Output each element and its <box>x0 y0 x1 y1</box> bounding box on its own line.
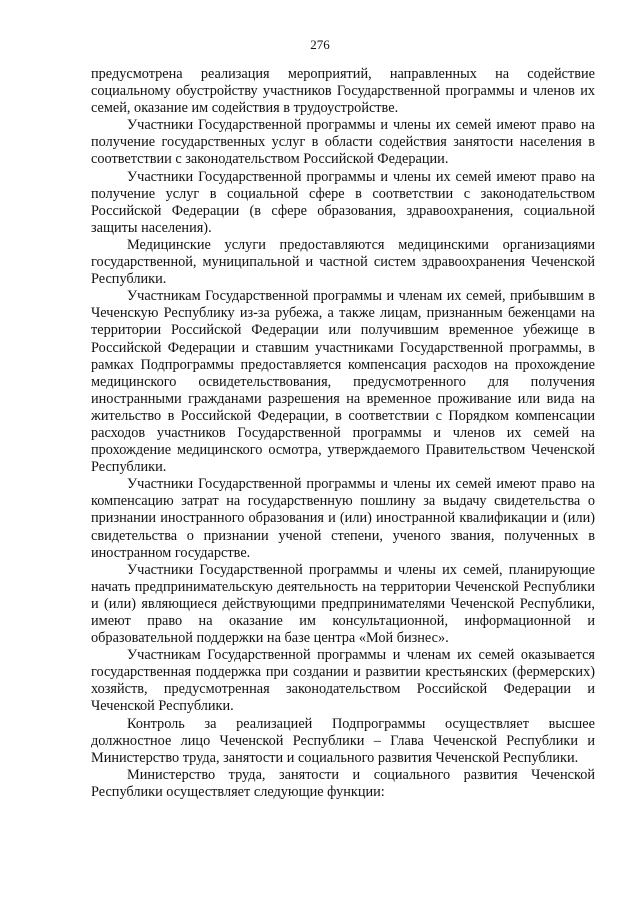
paragraph-medical-services: Медицинские услуги предоставляются медицинскими организациями государственной, муниципальной и частной систем здравоохранения Чеченской Республики. <box>91 236 595 288</box>
paragraph-farm-support: Участникам Государственной программы и членам их семей оказывается государственная поддержка при создании и развитии крестьянских (фермерских) хозяйств, предусмотренная законодательством Российской Федерации и Чеченской Республики. <box>91 647 595 715</box>
document-body <box>91 66 595 801</box>
paragraph-social-arrangement: предусмотрена реализация мероприятий, направленных на содействие социальному обустройству участников Государственной программы и членов их семей, оказание им содействия в трудоустройстве. <box>91 66 595 117</box>
paragraph-program-control: Контроль за реализацией Подпрограммы осуществляет высшее должностное лицо Чеченской Республики – Глава Чеченской Республики и Министерство труда, занятости и социального развития Чеченской Республики. <box>91 715 595 766</box>
paragraph-business-support: Участники Государственной программы и члены их семей, планирующие начать предпринимательскую деятельность на территории Чеченской Республики и (или) являющиеся действующими предпринимателями Чеченской Республики, имеют право на оказание им консультационной, информационной и образовательной поддержки на базе центра «Мой бизнес». <box>91 561 595 647</box>
paragraph-state-fee-compensation: Участники Государственной программы и члены их семей имеют право на компенсацию затрат на государственную пошлину за выдачу свидетельства о признании иностранного образования и (или) иностранной квалификации и (или) свидетельства о признании ученой степени, ученого звания, полученных в иностранном государстве. <box>91 476 595 561</box>
paragraph-ministry-functions: Министерство труда, занятости и социального развития Чеченской Республики осуществляет следующие функции: <box>91 766 595 800</box>
paragraph-employment-services: Участники Государственной программы и члены их семей имеют право на получение государственных услуг в области содействия занятости населения в соответствии с законодательством Российской Федерации. <box>91 117 595 168</box>
paragraph-social-services: Участники Государственной программы и члены их семей имеют право на получение услуг в социальной сфере в соответствии с законодательством Российской Федерации (в сфере образования, здравоохранения, социальной защиты населения). <box>91 168 595 236</box>
page-number: 276 <box>310 37 330 52</box>
paragraph-medical-compensation: Участникам Государственной программы и членам их семей, прибывшим в Чеченскую Республику из-за рубежа, а также лицам, признанным беженцами на территории Российской Федерации или получившим временное убежище в Российской Федерации и ставшим участниками Государственной программы, в рамках Подпрограммы предоставляется компенсация расходов на прохождение медицинского освидетельствования, предусмотренного для получения иностранными гражданами разрешения на временное проживание или вида на жительство в Российской Федерации, в соответствии с Порядком компенсации расходов участников Государственной программы и членов их семей на прохождение медицинского осмотра, утверждаемого Правительством Чеченской Республики. <box>91 288 595 476</box>
